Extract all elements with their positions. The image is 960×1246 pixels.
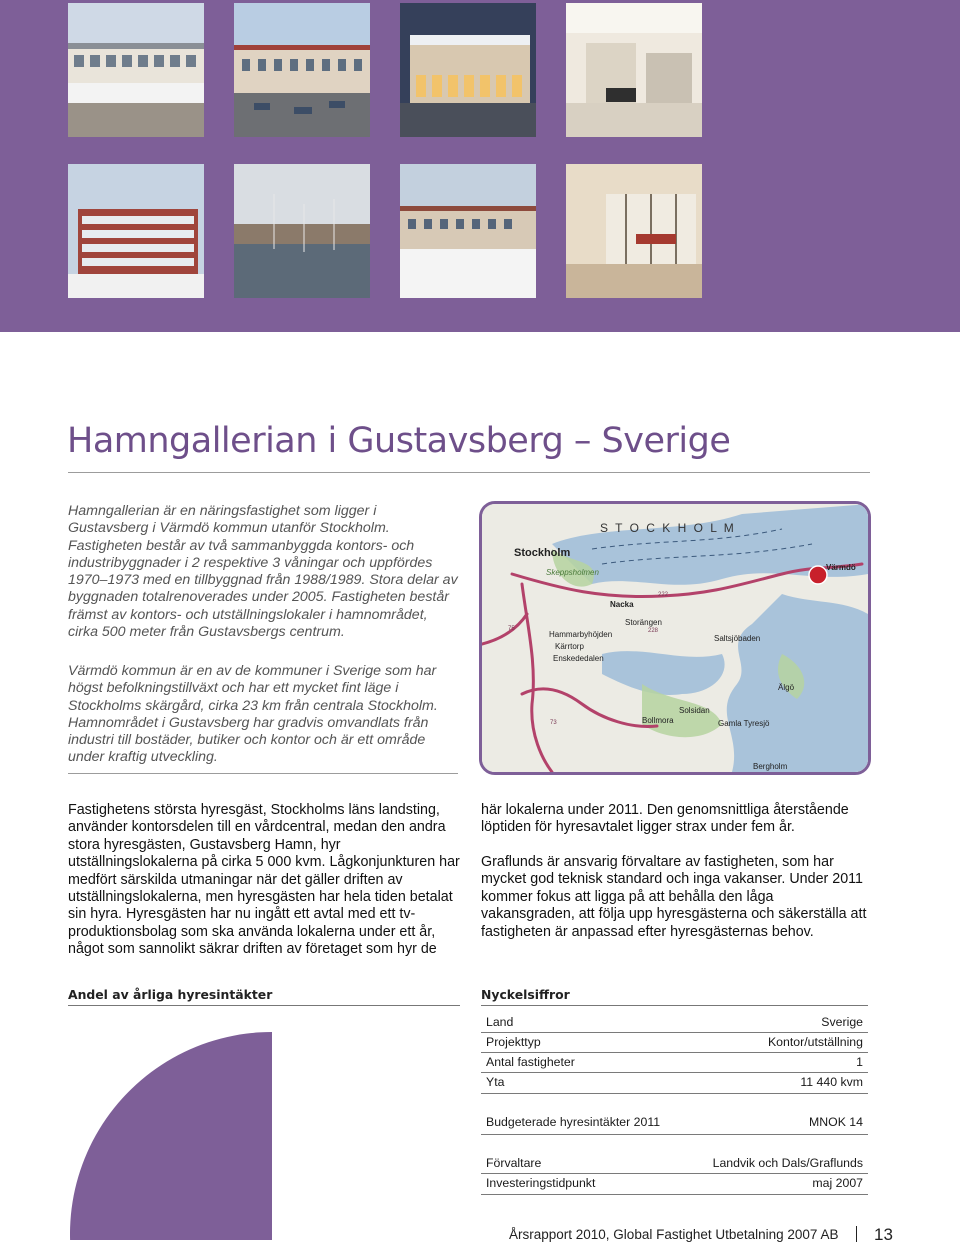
map-label-solsidan: Solsidan: [679, 706, 710, 715]
key-figure-label: Budgeterade hyresintäkter 2011: [486, 1115, 661, 1129]
map-label-bollmora: Bollmora: [642, 716, 674, 725]
map-road-228: 228: [648, 628, 659, 634]
map-label-hammarbyhojden: Hammarbyhöjden: [549, 630, 613, 639]
row-divider: [481, 1173, 868, 1174]
map-label-karrtorp: Kärrtorp: [555, 642, 584, 651]
key-figure-value: 1: [856, 1055, 863, 1069]
title-divider: [68, 472, 870, 473]
key-figure-value: Sverige: [821, 1015, 863, 1029]
map-label-bergholm: Bergholm: [753, 762, 788, 771]
pie-section-title: Andel av årliga hyresintäkter: [68, 987, 273, 1002]
map-label-nacka: Nacka: [610, 600, 634, 609]
map-region-label: S T O C K H O L M: [600, 521, 736, 535]
photo-banner: [0, 0, 960, 332]
photo-building-snow: [68, 3, 204, 137]
key-figure-label: Yta: [486, 1075, 505, 1089]
photo-building-winter: [400, 164, 536, 298]
photo-building-dusk: [400, 3, 536, 137]
body-column-1: Fastighetens största hyresgäst, Stockholms läns landsting, använder kontorsdelen till en vårdcentral, medan den andra stora hyresgästen, Gustavsberg Hamn, hyr utställningslokalerna på cirka 5 000 kvm. Lågkonjunkturen har medfört särskilda utmaningar när det gäller driften av utställningslokalerna, men hyresgästen har hela tiden betalat sin hyra. Hyresgästen har nu ingått ett avtal med ett tv-produktionsbolag som ska använda lokalerna under ett år, något som sannolikt säkrar driften av företaget som hyr de: [68, 802, 460, 958]
pie-chart: [68, 1000, 272, 1240]
map-label-skeppsholmen: Skeppsholmen: [546, 568, 599, 577]
map-label-stockholm: Stockholm: [514, 547, 571, 559]
key-figure-label: Antal fastigheter: [486, 1055, 575, 1069]
location-map: [479, 501, 871, 775]
photo-harbour: [234, 164, 370, 298]
row-divider: [481, 1072, 868, 1073]
body-column-2-paragraph-2: Graflunds är ansvarig förvaltare av fastigheten, som har mycket god teknisk standard och inga vakanser. Under 2011 kommer fokus att ligga på att behålla den låga vakansgraden, att följa upp hyresgästerna och säkerställa att fastigheten är anpassad efter hyresgästernas behov.: [481, 854, 867, 940]
intro-paragraph-2: Värmdö kommun är en av de kommuner i Sverige som har högst befolkningstillväxt och har ett mycket fint läge i Stockholms skärgård, cirka 23 km från centrala Stockholm. Hamnområdet i Gustavsberg har gradvis omvandlats från industri till bostäder, butiker och kontor och är ett område under kraftig utveckling.: [68, 663, 438, 766]
row-divider: [481, 1194, 868, 1195]
map-label-enskededalen: Enskededalen: [553, 654, 604, 663]
row-divider: [481, 1052, 868, 1053]
key-figures-title: Nyckelsiffror: [481, 987, 570, 1002]
key-figure-label: Investeringstidpunkt: [486, 1176, 596, 1190]
map-road-75: 75: [508, 626, 515, 632]
map-label-varmdo: Värmdö: [826, 563, 856, 572]
key-figure-value: 11 440 kvm: [800, 1075, 863, 1089]
key-figure-value: Landvik och Dals/Graflunds: [712, 1156, 863, 1170]
photo-interior-conference: [566, 164, 702, 298]
intro-paragraph-1: Hamngallerian är en näringsfastighet som ligger i Gustavsberg i Värmdö kommun utanför Stockholm. Fastigheten består av två sammanbyggda kontors- och industribyggnader i 2 respektive 3 våningar och uppfördes 1970–1973 med en tillbyggnad från 1988/1989. Stora delar av byggnaden totalrenoverades under 2005. Fastigheten består främst av kontors- och utställningslokaler i hamnområdet, cirka 500 meter från Gustavsbergs centrum.: [68, 503, 458, 641]
key-figure-value: MNOK 14: [809, 1115, 863, 1129]
map-label-gamla-tyresjo: Gamla Tyresjö: [718, 719, 770, 728]
key-figure-label: Projekttyp: [486, 1035, 541, 1049]
map-location-marker: [809, 566, 827, 584]
row-divider: [481, 1032, 868, 1033]
row-divider: [481, 1134, 868, 1135]
pie-slice-1: [70, 1032, 272, 1240]
map-label-storangen: Storängen: [625, 618, 662, 627]
footer-separator: [856, 1226, 857, 1242]
pie-slice-label: 2 %: [188, 1022, 212, 1037]
map-label-saltsjobaden: Saltsjöbaden: [714, 634, 761, 643]
page-number: 13: [874, 1225, 893, 1244]
photo-office-block: [68, 164, 204, 298]
key-figures-divider: [481, 1005, 868, 1006]
key-figure-label: Förvaltare: [486, 1156, 542, 1170]
body-column-2-paragraph-1: här lokalerna under 2011. Den genomsnittliga återstående löptiden för hyresavtalet ligger strax under fem år.: [481, 802, 849, 836]
intro-divider: [68, 773, 458, 774]
row-divider: [481, 1093, 868, 1094]
photo-building-cars: [234, 3, 370, 137]
footer-text: Årsrapport 2010, Global Fastighet Utbetalning 2007 AB: [509, 1227, 839, 1242]
map-road-222: 222: [658, 592, 669, 598]
map-label-algo: Älgö: [778, 683, 795, 692]
key-figure-value: Kontor/utställning: [767, 1035, 863, 1049]
key-figure-value: maj 2007: [812, 1176, 863, 1190]
photo-interior-lobby: [566, 3, 702, 137]
key-figure-label: Land: [486, 1015, 514, 1029]
map-road-73: 73: [550, 720, 557, 726]
page-title: Hamngallerian i Gustavsberg – Sverige: [67, 421, 731, 461]
